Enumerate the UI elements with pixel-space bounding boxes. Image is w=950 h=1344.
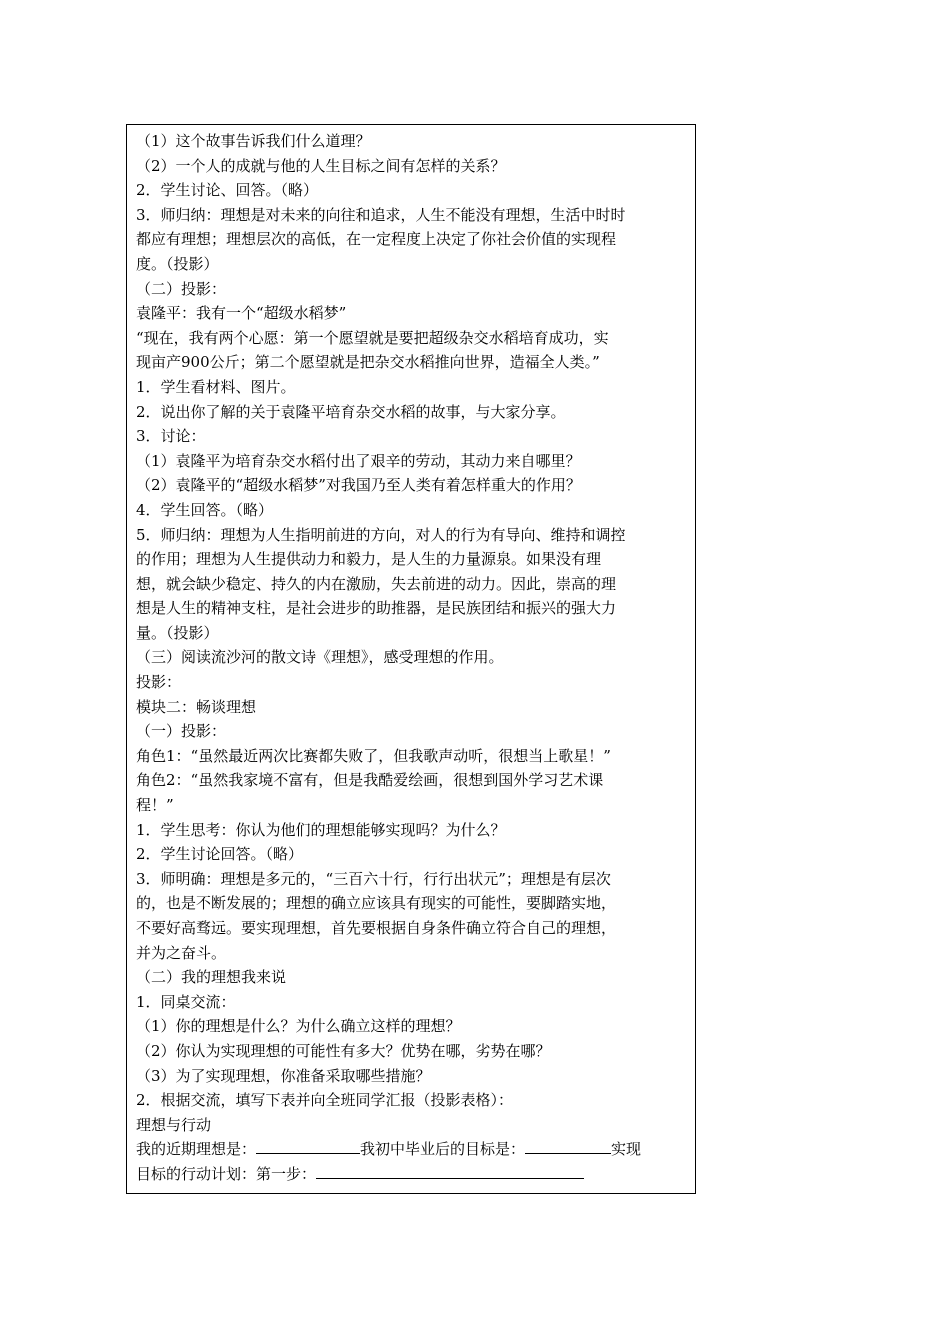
text-line: 量。（投影） — [136, 623, 219, 642]
text-line: （二）我的理想我来说 — [136, 968, 287, 987]
text-line: 袁隆平：我有一个“超级水稻梦” — [136, 304, 347, 323]
text-line: 1．学生看材料、图片。 — [136, 377, 296, 396]
text-line: （3）为了实现理想，你准备采取哪些措施？ — [136, 1066, 431, 1085]
text-line: 1．学生思考：你认为他们的理想能够实现吗？为什么？ — [136, 820, 506, 839]
graduation-goal-label: 我初中毕业后的目标是： — [360, 1140, 526, 1159]
text-line: （1）袁隆平为培育杂交水稻付出了艰辛的劳动，其动力来自哪里？ — [136, 451, 581, 470]
form-line-2 — [136, 1162, 687, 1187]
text-line: 3．师归纳：理想是对未来的向往和追求，人生不能没有理想，生活中时时 — [136, 205, 626, 224]
text-line: 想，就会缺少稳定、持久的内在激励，失去前进的动力。因此，崇高的理 — [136, 574, 617, 593]
text-line: “现在，我有两个心愿：第一个愿望就是要把超级杂交水稻培育成功，实 — [136, 328, 609, 347]
text-line: 的作用；理想为人生提供动力和毅力，是人生的力量源泉。如果没有理 — [136, 550, 602, 569]
text-line: （1）你的理想是什么？为什么确立这样的理想？ — [136, 1017, 461, 1036]
text-line: （1）这个故事告诉我们什么道理？ — [136, 132, 371, 150]
text-line: 现亩产900公斤；第二个愿望就是把杂交水稻推向世界，造福全人类。” — [136, 353, 600, 372]
text-line: 角色1：“虽然最近两次比赛都失败了，但我歌声动听，很想当上歌星！” — [136, 746, 611, 765]
text-line: 2．学生讨论、回答。（略） — [136, 181, 319, 200]
lesson-lines — [136, 129, 687, 1137]
text-line: 度。（投影） — [136, 254, 219, 273]
text-line: 的，也是不断发展的；理想的确立应该具有现实的可能性，要脚踏实地， — [136, 894, 617, 913]
text-line: （2）袁隆平的“超级水稻梦”对我国乃至人类有着怎样重大的作用？ — [136, 476, 581, 495]
near-term-ideal-label: 我的近期理想是： — [136, 1140, 257, 1159]
text-line: 3．师明确：理想是多元的，“三百六十行，行行出状元”；理想是有层次 — [136, 869, 611, 888]
text-line: （一）投影： — [136, 722, 227, 741]
form-line-1 — [136, 1137, 687, 1162]
text-line: （2）你认为实现理想的可能性有多大？优势在哪，劣势在哪？ — [136, 1041, 551, 1060]
text-line: 3．讨论： — [136, 427, 206, 446]
realize-label: 实现 — [611, 1140, 642, 1159]
text-line: 模块二：畅谈理想 — [136, 697, 257, 716]
text-line: 2．说出你了解的关于袁隆平培育杂交水稻的故事，与大家分享。 — [136, 402, 566, 421]
near-term-ideal-blank[interactable] — [256, 1137, 360, 1154]
text-line: 4．学生回答。（略） — [136, 500, 274, 519]
text-line: 理想与行动 — [136, 1115, 212, 1134]
text-line: （二）投影： — [136, 279, 227, 298]
graduation-goal-blank[interactable] — [525, 1137, 611, 1154]
lesson-content-box — [126, 124, 696, 1194]
text-line: 5．师归纳：理想为人生指明前进的方向，对人的行为有导向、维持和调控 — [136, 525, 626, 544]
text-line: 不要好高骛远。要实现理想，首先要根据自身条件确立符合自己的理想， — [136, 919, 617, 937]
text-line: 投影： — [136, 673, 182, 692]
text-line: （三）阅读流沙河的散文诗《理想》，感受理想的作用。 — [136, 648, 504, 667]
text-line: 2．根据交流，填写下表并向全班同学汇报（投影表格）： — [136, 1091, 514, 1110]
text-line: 程！” — [136, 796, 174, 815]
text-line: 1．同桌交流： — [136, 992, 236, 1011]
action-plan-blank[interactable] — [316, 1162, 584, 1179]
action-plan-label: 目标的行动计划：第一步： — [136, 1164, 317, 1183]
text-line: （2）一个人的成就与他的人生目标之间有怎样的关系？ — [136, 156, 506, 175]
text-line: 想是人生的精神支柱，是社会进步的助推器，是民族团结和振兴的强大力 — [136, 599, 617, 618]
text-line: 角色2：“虽然我家境不富有，但是我酷爱绘画，很想到国外学习艺术课 — [136, 771, 604, 790]
text-line: 都应有理想；理想层次的高低，在一定程度上决定了你社会价值的实现程 — [136, 230, 617, 249]
text-line: 并为之奋斗。 — [136, 943, 227, 962]
text-line: 2．学生讨论回答。（略） — [136, 845, 304, 864]
